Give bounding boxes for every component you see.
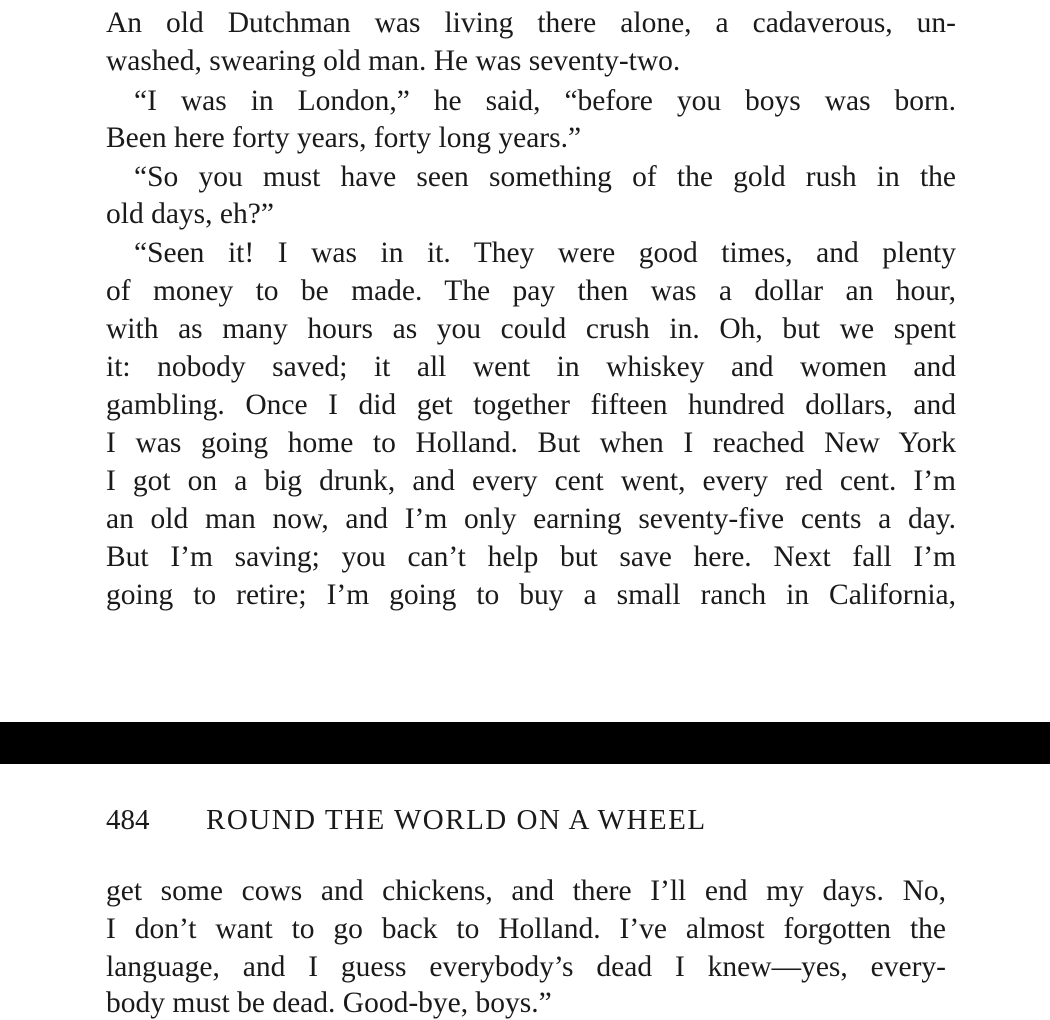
text-line: “Seen it! I was in it. They were good times, and plenty [134,237,956,269]
text-line: it: nobody saved; it all went in whiskey and women and [106,351,956,383]
text-line: An old Dutchman was living there alone, a cadaverous, un- [106,7,956,39]
text-line: old days, eh?” [106,198,274,230]
text-line: “I was in London,” he said, “before you boys was born. [134,85,956,117]
text-line: gambling. Once I did get together fifteen hundred dollars, and [106,389,956,421]
running-title: ROUND THE WORLD ON A WHEEL [206,804,707,836]
text-line: body must be dead. Good-bye, boys.” [106,987,552,1019]
page-number: 484 [106,804,150,836]
text-line: with as many hours as you could crush in. Oh, but we spent [106,313,956,345]
bottom-page [0,764,1050,1020]
text-line: But I’m saving; you can’t help but save here. Next fall I’m [106,541,956,573]
text-line: I got on a big drunk, and every cent went, every red cent. I’m [106,465,956,497]
text-line: I don’t want to go back to Holland. I’ve almost forgotten the [106,913,946,945]
text-line: get some cows and chickens, and there I’ll end my days. No, [106,875,946,907]
text-line: of money to be made. The pay then was a dollar an hour, [106,275,956,307]
page-divider [0,722,1050,764]
text-line: “So you must have seen something of the gold rush in the [134,161,956,193]
text-line: I was going home to Holland. But when I reached New York [106,427,956,459]
text-line: an old man now, and I’m only earning seventy-five cents a day. [106,503,956,535]
text-line: going to retire; I’m going to buy a small ranch in California, [106,579,956,611]
running-head [106,804,906,837]
text-line: Been here forty years, forty long years.” [106,122,582,154]
text-line: washed, swearing old man. He was seventy-two. [106,45,681,77]
text-line: language, and I guess everybody’s dead I knew—yes, every- [106,951,946,983]
